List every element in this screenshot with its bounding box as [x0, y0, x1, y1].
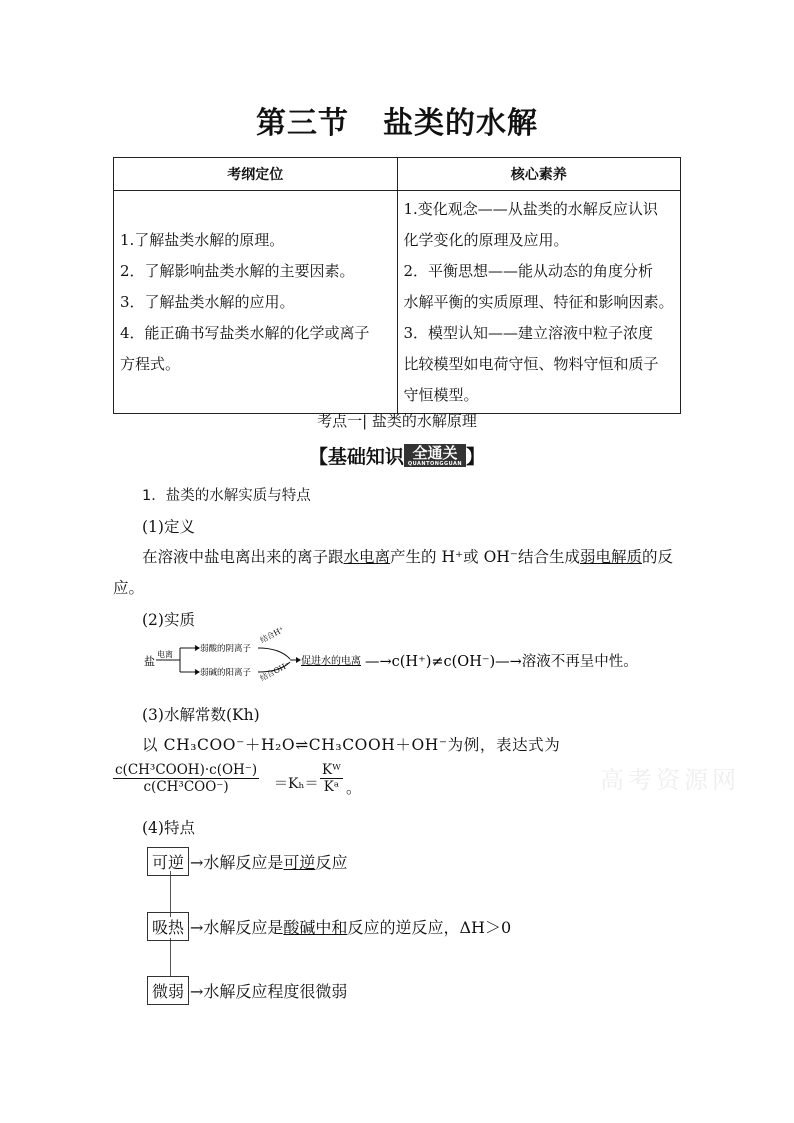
definition-text-cont: 应。 [113, 579, 145, 597]
syllabus-line: 2．了解影响盐类水解的主要因素。 [120, 261, 355, 280]
page-title [0, 98, 794, 142]
syllabus-cell [114, 191, 398, 414]
syllabus-line: 3．了解盐类水解的应用。 [120, 292, 295, 311]
salt-label: 盐 [144, 655, 155, 668]
feature-text-endothermic [190, 915, 511, 938]
feature-pre-2: →水解反应程度很微弱 [190, 982, 348, 1001]
syllabus-table [113, 157, 681, 414]
promote-water-ionization: 促进水的电离 [301, 656, 361, 667]
def-text-3: 的反 [642, 548, 674, 566]
banner-badge [404, 444, 466, 467]
syllabus-line: 方程式。 [120, 354, 181, 373]
literacy-line: 化学变化的原理及应用。 [403, 230, 569, 249]
def-text-1: 在溶液中盐电离出来的离子跟 [142, 548, 344, 566]
features-label: (4)特点 [142, 819, 195, 837]
features-connector-1 [170, 871, 171, 917]
weak-base-cation: 弱碱的阳离子 [200, 668, 252, 678]
kh-denominator: c(CH³COO⁻) [143, 779, 229, 795]
literacy-line: 比较模型如电荷守恒、物料守恒和质子 [403, 354, 659, 373]
syllabus-line: 1.了解盐类水解的原理。 [120, 230, 285, 249]
badge-subtext: QUANTONGGUAN [407, 461, 463, 467]
heading-1: 1．盐类的水解实质与特点 [142, 488, 311, 504]
constant-example: 以 CH₃COO⁻＋H₂O⇌CH₃COOH＋OH⁻为例，表达式为 [142, 736, 561, 754]
badge-text: 全通关 [412, 444, 458, 462]
section-heading: 考点一| 盐类的水解原理 [317, 412, 477, 430]
literacy-line: 守恒模型。 [403, 385, 479, 404]
kw-ka-fraction [320, 762, 343, 795]
feature-pre-1: →水解反应是 [190, 918, 284, 937]
feature-pre-0: →水解反应是 [190, 853, 284, 872]
banner-left: 【基础知识 [308, 446, 404, 468]
section-title: 盐类的水解 [383, 106, 538, 141]
kw-numerator: Kᵂ [322, 762, 341, 778]
literacy-line: 水解平衡的实质原理、特征和影响因素。 [403, 292, 674, 311]
essence-diagram [140, 624, 700, 685]
banner [0, 442, 794, 469]
table-header-literacy: 核心素养 [397, 158, 681, 191]
literacy-line: 1.变化观念——从盐类的水解反应认识 [403, 199, 658, 218]
constant-label: (3)水解常数(Kh) [142, 706, 260, 724]
feature-u-0: 可逆 [283, 853, 316, 872]
kh-numerator: c(CH³COOH)·c(OH⁻) [115, 762, 258, 778]
literacy-line: 2．平衡思想——能从动态的角度分析 [403, 261, 654, 280]
literacy-cell [397, 191, 681, 414]
feature-post-1: 反应的逆反应，ΔH＞0 [347, 918, 512, 937]
feature-text-weak [190, 979, 347, 1002]
feature-u-1: 酸碱中和 [283, 918, 348, 937]
def-text-2: 产生的 H⁺或 OH⁻结合生成 [390, 548, 580, 566]
literacy-line: 3．模型认知——建立溶液中粒子浓度 [403, 323, 654, 342]
essence-label: (2)实质 [142, 611, 195, 629]
weak-acid-anion: 弱酸的阴离子 [200, 644, 252, 654]
feature-box-reversible: 可逆 [147, 847, 189, 876]
banner-right: 】 [466, 446, 486, 468]
table-header-syllabus: 考纲定位 [114, 158, 398, 191]
definition-label: (1)定义 [142, 518, 195, 536]
ionize-label: 电离 [157, 650, 173, 659]
essence-result: —→c(H⁺)≠c(OH⁻)—→溶液不再呈中性。 [365, 654, 638, 670]
watermark: 高考资源网 [600, 766, 740, 794]
feature-post-0: 反应 [315, 853, 348, 872]
section-number: 第三节 [256, 106, 349, 141]
ka-denominator: Kᵃ [323, 779, 340, 795]
feature-box-weak: 微弱 [147, 976, 189, 1005]
features-connector-2 [170, 938, 171, 976]
definition-text [142, 545, 673, 567]
def-underline-2: 弱电解质 [580, 548, 643, 566]
kh-equals: ＝Kₕ＝ [274, 776, 319, 792]
kh-fraction [113, 762, 259, 795]
feature-box-endothermic: 吸热 [147, 912, 189, 941]
combine-oh: 结合OH⁻ [258, 659, 291, 683]
def-underline-1: 水电离 [343, 548, 391, 566]
kh-end: 。 [346, 779, 362, 797]
syllabus-line: 4．能正确书写盐类水解的化学或离子 [120, 323, 370, 342]
feature-text-reversible [190, 850, 347, 873]
combine-h: 结合H⁺ [258, 624, 286, 645]
